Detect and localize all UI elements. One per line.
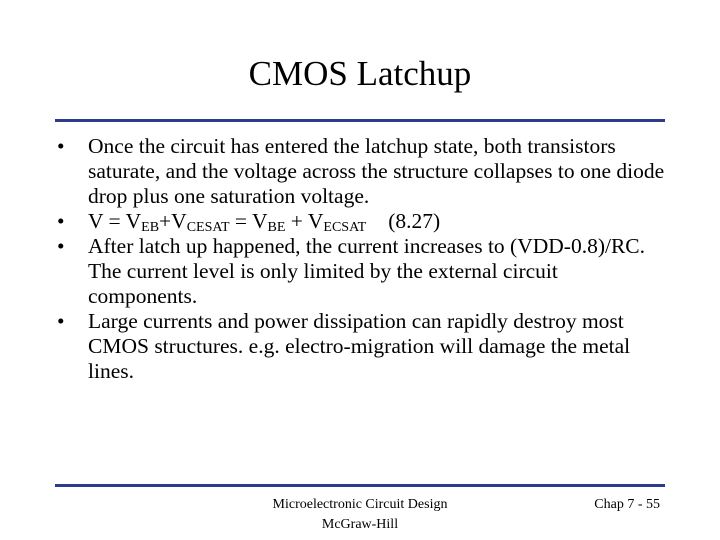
bullet-marker: •	[57, 209, 65, 233]
slide-title: CMOS Latchup	[248, 54, 472, 93]
bullet-text: After latch up happened, the current increases to (VDD-0.8)/RC. The current level is only limited by the external circuit components.	[88, 234, 646, 308]
equation-number: (8.27)	[388, 209, 441, 233]
footer-course	[230, 495, 490, 535]
bullet-item	[57, 309, 667, 384]
course-title: Microelectronic Circuit Design	[272, 497, 448, 512]
publisher: McGraw-Hill	[321, 517, 399, 532]
bullet-marker: •	[57, 234, 65, 258]
bullet-text: Once the circuit has entered the latchup state, both transistors saturate, and the voltage across the structure collapses to one diode drop plus one saturation voltage.	[88, 134, 665, 208]
title-rule	[55, 119, 665, 122]
bullet-item	[57, 234, 667, 309]
bullet-item	[57, 134, 667, 209]
bullet-list	[57, 134, 667, 384]
formula-text: $V = V_{EB}+V_{CESAT} = V_{BE} + V_{ECSAT}$ (8.27)	[88, 209, 441, 235]
bullet-marker: •	[57, 309, 65, 333]
footer-rule	[55, 484, 665, 487]
bullet-item-formula	[57, 209, 667, 234]
bullet-marker: •	[57, 134, 65, 158]
bullet-text: Large currents and power dissipation can rapidly destroy most CMOS structures. e.g. electro-migration will damage the metal lines.	[88, 309, 631, 383]
page-number: Chap 7 - 55	[594, 497, 660, 512]
